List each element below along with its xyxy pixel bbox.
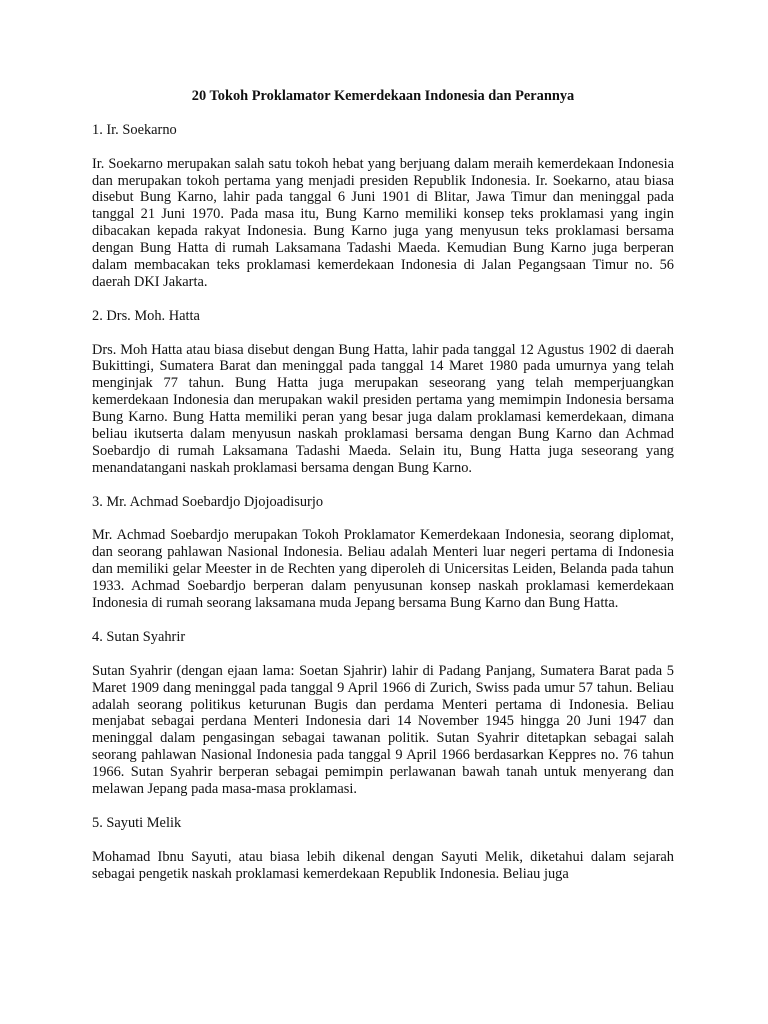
document-page	[92, 88, 674, 899]
section-paragraph-soekarno: Ir. Soekarno merupakan salah satu tokoh hebat yang berjuang dalam meraih kemerdekaan Indonesia dan merupakan tokoh pertama yang menjadi presiden Republik Indonesia. Ir. Soekarno, atau biasa disebut Bung Karno, lahir pada tanggal 6 Juni 1901 di Blitar, Jawa Timur dan meninggal pada tanggal 21 Juni 1970. Pada masa itu, Bung Karno memiliki konsep teks proklamasi yang ingin dibacakan kepada rakyat Indonesia. Bung Karno juga yang menyusun teks proklamasi bersama dengan Bung Hatta di rumah Laksamana Tadashi Maeda. Kemudian Bung Karno juga berperan dalam membacakan teks proklamasi kemerdekaan Indonesia di Jalan Pegangsaan Timur no. 56 daerah DKI Jakarta.	[92, 155, 674, 290]
section-paragraph-hatta: Drs. Moh Hatta atau biasa disebut dengan Bung Hatta, lahir pada tanggal 12 Agustus 1902 di daerah Bukittingi, Sumatera Barat dan meninggal pada tanggal 14 Maret 1980 pada umurnya yang telah menginjak 77 tahun. Bung Hatta juga merupakan seseorang yang telah memperjuangkan kemerdekaan Indonesia dan merupakan wakil presiden pertama yang memimpin Indonesia bersama Bung Karno. Bung Hatta memiliki peran yang besar juga dalam proklamasi kemerdekaan, dimana beliau ikutserta dalam menyusun naskah proklamasi bersama dengan Bung Karno dan Achmad Soebardjo di rumah Laksamana Tadashi Maeda. Selain itu, Bung Hatta juga seseorang yang menandatangani naskah proklamasi bersama dengan Bung Karno.	[92, 341, 674, 476]
section-heading-soekarno: 1. Ir. Soekarno	[92, 121, 177, 138]
section-3	[92, 494, 674, 612]
section-5	[92, 815, 674, 883]
section-1	[92, 122, 674, 291]
section-paragraph-syahrir: Sutan Syahrir (dengan ejaan lama: Soetan Sjahrir) lahir di Padang Panjang, Sumatera Barat pada 5 Maret 1909 dang meninggal pada tanggal 9 April 1966 di Zurich, Swiss pada umur 57 tahun. Beliau adalah seorang politikus keturunan Bugis dan perdama Menteri pertama di Indonesia. Beliau menjabat sebagai perdana Menteri Indonesia dari 14 November 1945 hingga 20 Juni 1947 dan meninggal dalam pengasingan sebagai tawanan politik. Sutan Syahrir ditetapkan sebagai salah seorang pahlawan Nasional Indonesia pada tanggal 9 April 1966 berdasarkan Keppres no. 76 tahun 1966. Sutan Syahrir berperan sebagai pemimpin perlawanan bawah tanah untuk menyerang dan melawan Jepang pada masa-masa proklamasi.	[92, 662, 674, 798]
section-paragraph-melik: Mohamad Ibnu Sayuti, atau biasa lebih dikenal dengan Sayuti Melik, diketahui dalam sejarah sebagai pengetik naskah proklamasi kemerdekaan Republik Indonesia. Beliau juga	[92, 848, 674, 882]
section-heading-soebardjo: 3. Mr. Achmad Soebardjo Djojoadisurjo	[92, 493, 324, 510]
section-heading-hatta: 2. Drs. Moh. Hatta	[92, 307, 200, 324]
section-heading-syahrir: 4. Sutan Syahrir	[92, 628, 186, 645]
section-2	[92, 308, 674, 477]
section-paragraph-soebardjo: Mr. Achmad Soebardjo merupakan Tokoh Proklamator Kemerdekaan Indonesia, seorang diplomat, dan seorang pahlawan Nasional Indonesia. Beliau adalah Menteri luar negeri pertama di Indonesia dan memiliki gelar Meester in de Rechten yang diperoleh di Unicersitas Leiden, Belanda pada tahun 1933. Achmad Soebardjo berperan dalam penyusunan konsep naskah proklamasi kemerdekaan Indonesia di rumah seorang laksamana muda Jepang bersama Bung Karno dan Bung Hatta.	[92, 527, 674, 612]
section-heading-melik: 5. Sayuti Melik	[92, 814, 182, 831]
document-title: 20 Tokoh Proklamator Kemerdekaan Indonesia dan Perannya	[191, 88, 575, 104]
section-4	[92, 629, 674, 798]
